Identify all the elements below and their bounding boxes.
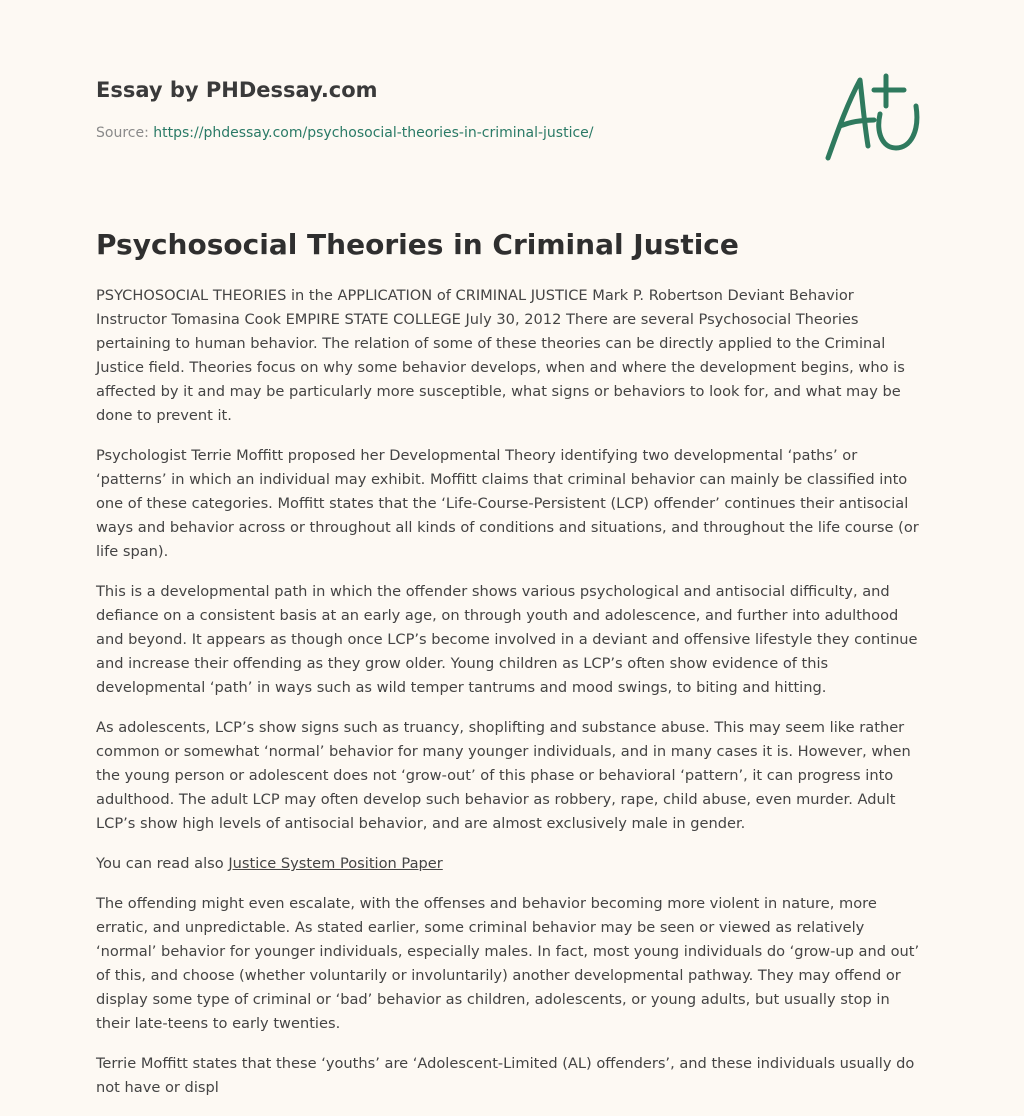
source-label: Source: — [96, 125, 154, 141]
paragraph-4: As adolescents, LCP’s show signs such as truancy, shoplifting and substance abuse. This may seem like rather common or somewhat ‘normal’ behavior for many younger individuals, and in many cases it is. However, when the young person or adolescent does not ‘grow-out’ of this phase or behavioral ‘pattern’, it can progress into adulthood. The adult LCP may often develop such behavior as robbery, rape, child abuse, even murder. Adult LCP’s show high levels of antisocial behavior, and are almost exclusively male in gender. — [96, 719, 911, 832]
article-body — [96, 284, 928, 1116]
read-also-link[interactable]: Justice System Position Paper — [228, 855, 443, 872]
a-plus-logo-icon — [818, 66, 930, 166]
header — [96, 74, 796, 143]
paragraph-6: Terrie Moffitt states that these ‘youths’ are ‘Adolescent-Limited (AL) offenders’, and these individuals usually do not have or displ — [96, 1055, 915, 1096]
paragraph-5: The offending might even escalate, with the offenses and behavior becoming more violent in nature, more erratic, and unpredictable. As stated earlier, some criminal behavior may be seen or viewed as relatively ‘normal’ behavior for younger individuals, especially males. In fact, most young individuals do ‘grow-up and out’ of this, and choose (whether voluntarily or involuntarily) another developmental pathway. They may offend or display some type of criminal or ‘bad’ behavior as children, adolescents, or young adults, but usually stop in their late-teens to early twenties. — [96, 895, 920, 1032]
read-also — [96, 852, 928, 876]
paragraph-1: PSYCHOSOCIAL THEORIES in the APPLICATION of CRIMINAL JUSTICE Mark P. Robertson Deviant Behavior Instructor Tomasina Cook EMPIRE STATE COLLEGE July 30, 2012 There are several Psychosocial Theories pertaining to human behavior. The relation of some of these theories can be directly applied to the Criminal Justice field. Theories focus on why some behavior develops, when and where the development begins, who is affected by it and may be particularly more susceptible, what signs or behaviors to look for, and what may be done to prevent it. — [96, 287, 905, 424]
paragraph-3: This is a developmental path in which the offender shows various psychological and antisocial difficulty, and defiance on a consistent basis at an early age, on through youth and adolescence, and further into adulthood and beyond. It appears as though once LCP’s become involved in a deviant and offensive lifestyle they continue and increase their offending as they grow older. Young children as LCP’s often show evidence of this developmental ‘path’ in ways such as wild temper tantrums and mood swings, to biting and hitting. — [96, 583, 918, 696]
source-line — [96, 123, 796, 143]
paragraph-2: Psychologist Terrie Moffitt proposed her Developmental Theory identifying two developmental ‘paths’ or ‘patterns’ in which an individual may exhibit. Moffitt claims that criminal behavior can mainly be classified into one of these categories. Moffitt states that the ‘Life-Course-Persistent (LCP) offender’ continues their antisocial ways and behavior across or throughout all kinds of conditions and situations, and throughout the life course (or life span). — [96, 447, 919, 560]
read-also-label: You can read also — [96, 855, 229, 872]
article-title: Psychosocial Theories in Criminal Justice — [96, 228, 739, 261]
source-link[interactable]: https://phdessay.com/psychosocial-theories-in-criminal-justice/ — [153, 125, 594, 141]
brand-title: Essay by PHDessay.com — [96, 78, 378, 102]
